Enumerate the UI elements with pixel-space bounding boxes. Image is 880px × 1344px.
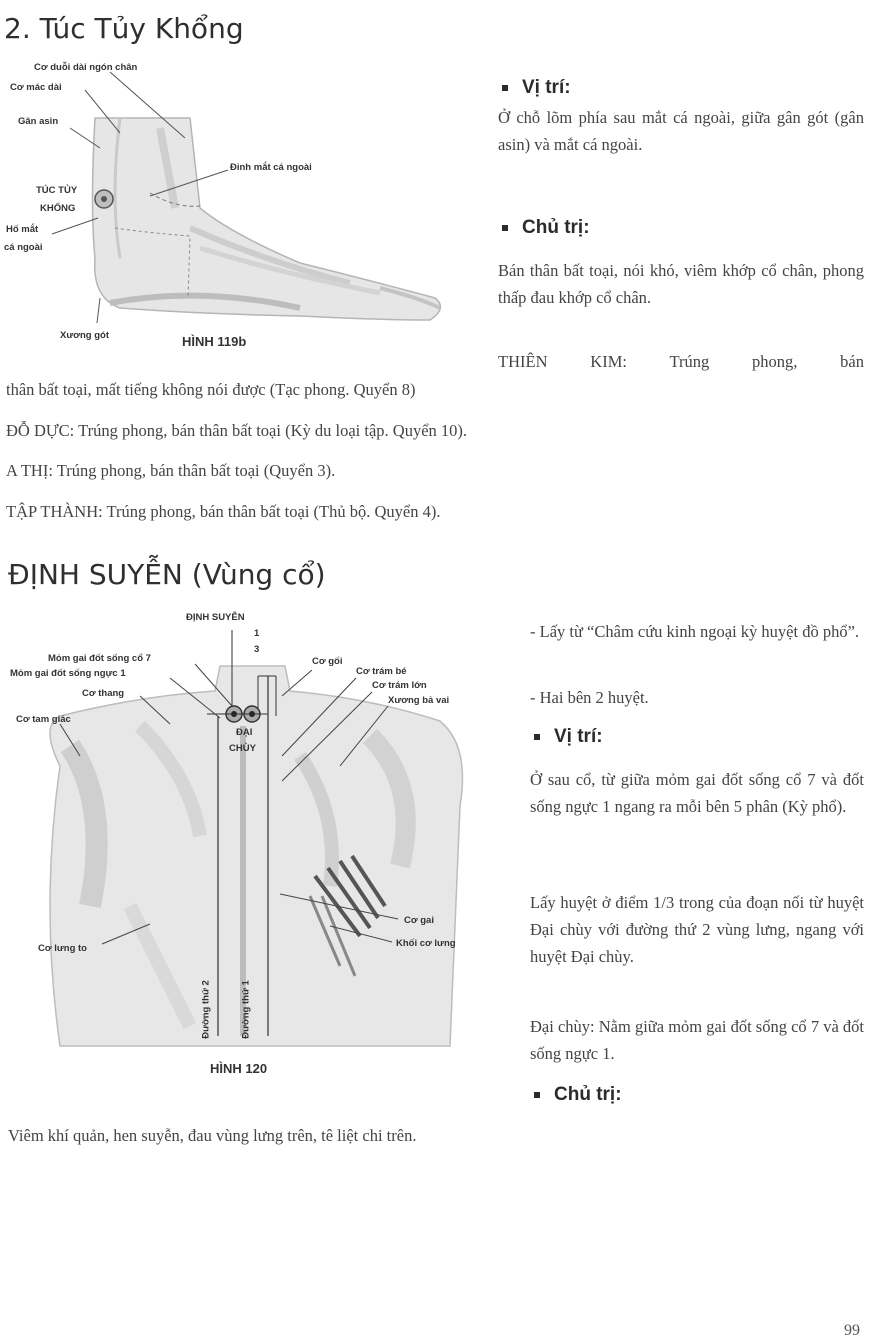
label-co-mac: Cơ mác dài bbox=[10, 82, 62, 93]
heading-chu-tri-2: Chủ trị: bbox=[534, 1084, 622, 1106]
heading-chu-tri: Chủ trị: bbox=[502, 217, 590, 239]
label-co-tram-lon: Cơ trám lớn bbox=[372, 680, 427, 691]
foot-illustration bbox=[0, 58, 470, 358]
heading-vi-tri: Vị trí: bbox=[502, 77, 571, 99]
label-co-gai: Cơ gai bbox=[404, 915, 434, 926]
label-dai-chuy-1: ĐẠI bbox=[236, 727, 253, 738]
label-co-tam-giac: Cơ tam giác bbox=[16, 714, 71, 725]
intro-source: - Lấy từ “Châm cứu kinh ngoại kỳ huyệt đồ phổ”. bbox=[530, 622, 860, 641]
reference-do-duc: ĐỖ DỰC: Trúng phong, bán thân bất toại (Kỳ du loại tập. Quyển 10). bbox=[6, 421, 468, 440]
label-mom-gai-nguc1: Mỏm gai đốt sống ngực 1 bbox=[10, 668, 126, 679]
bullet-icon bbox=[502, 225, 508, 231]
paragraph-vi-tri-2c: Đại chùy: Nằm giữa mỏm gai đốt sống cổ 7 và đốt sống ngực 1. bbox=[530, 1017, 864, 1063]
reference-thien-kim-1: THIÊN KIM: Trúng phong, bán bbox=[498, 352, 864, 371]
label-fraction-numerator: 1 bbox=[254, 628, 260, 639]
label-ho-mat-1: Hố mắt bbox=[6, 224, 39, 235]
label-co-lung-to: Cơ lưng to bbox=[38, 943, 87, 954]
intro-two-points: - Hai bên 2 huyệt. bbox=[530, 688, 649, 707]
reference-thien-kim-2: thân bất toại, mất tiếng không nói được (Tạc phong. Quyển 8) bbox=[6, 380, 416, 399]
reference-a-thi: A THỊ: Trúng phong, bán thân bất toại (Quyển 3). bbox=[6, 461, 336, 480]
label-dinh-suyen: ĐỊNH SUYỄN bbox=[186, 612, 245, 623]
label-xuong-ba-vai: Xương bả vai bbox=[388, 695, 450, 706]
section-title: 2. Túc Tủy Khổng bbox=[4, 12, 244, 45]
label-tuc-tuy-1: TÚC TỦY bbox=[36, 185, 78, 196]
figure-caption-120: HÌNH 120 bbox=[210, 1061, 268, 1076]
label-xuong-got: Xương gót bbox=[60, 330, 109, 341]
paragraph-vi-tri-2b: Lấy huyệt ở điểm 1/3 trong của đoạn nối từ huyệt Đại chùy với đường thứ 2 vùng lưng, ngang với huyệt Đại chùy. bbox=[530, 893, 864, 966]
label-co-goi: Cơ gối bbox=[312, 656, 343, 667]
paragraph-vi-tri-2a: Ở sau cổ, từ giữa mỏm gai đốt sống cổ 7 và đốt sống ngực 1 ngang ra mỗi bên 5 phân (Kỳ phổ). bbox=[530, 770, 864, 816]
back-illustration bbox=[0, 606, 495, 1086]
paragraph-chu-tri-2: Viêm khí quản, hen suyễn, đau vùng lưng trên, tê liệt chi trên. bbox=[8, 1126, 417, 1145]
page-number: 99 bbox=[844, 1322, 860, 1339]
label-dinh-mat-ca: Đỉnh mắt cá ngoài bbox=[230, 162, 312, 173]
label-co-thang: Cơ thang bbox=[82, 688, 125, 699]
figure-caption: HÌNH 119b bbox=[182, 334, 247, 349]
label-gan-asin: Gân asin bbox=[18, 116, 59, 127]
label-khoi-co-lung: Khối cơ lưng bbox=[396, 938, 456, 949]
bullet-icon bbox=[534, 1092, 540, 1098]
section-title-dinh-suyen: ĐỊNH SUYỄN (Vùng cổ) bbox=[8, 558, 326, 591]
label-ho-mat-2: cá ngoài bbox=[4, 242, 43, 253]
paragraph-chu-tri: Bán thân bất toại, nói khó, viêm khớp cổ chân, phong thấp đau khớp cổ chân. bbox=[498, 261, 864, 307]
label-mom-gai-co7: Mỏm gai đốt sống cổ 7 bbox=[48, 653, 151, 664]
paragraph-vi-tri: Ở chỗ lõm phía sau mắt cá ngoài, giữa gân gót (gân asin) và mắt cá ngoài. bbox=[498, 108, 864, 154]
label-co-duoi: Cơ duỗi dài ngón chân bbox=[34, 62, 138, 73]
label-duong-thu-1: Đường thứ 1 bbox=[240, 980, 252, 1039]
bullet-icon bbox=[534, 734, 540, 740]
label-duong-thu-2: Đường thứ 2 bbox=[200, 980, 212, 1039]
label-fraction-denominator: 3 bbox=[254, 644, 260, 655]
reference-tap-thanh: TẬP THÀNH: Trúng phong, bán thân bất toại (Thủ bộ. Quyển 4). bbox=[6, 502, 441, 521]
heading-vi-tri-2: Vị trí: bbox=[534, 726, 603, 748]
label-co-tram-be: Cơ trám bé bbox=[356, 666, 407, 677]
label-dai-chuy-2: CHÙY bbox=[229, 743, 256, 754]
label-tuc-tuy-2: KHỔNG bbox=[40, 203, 76, 214]
bullet-icon bbox=[502, 85, 508, 91]
